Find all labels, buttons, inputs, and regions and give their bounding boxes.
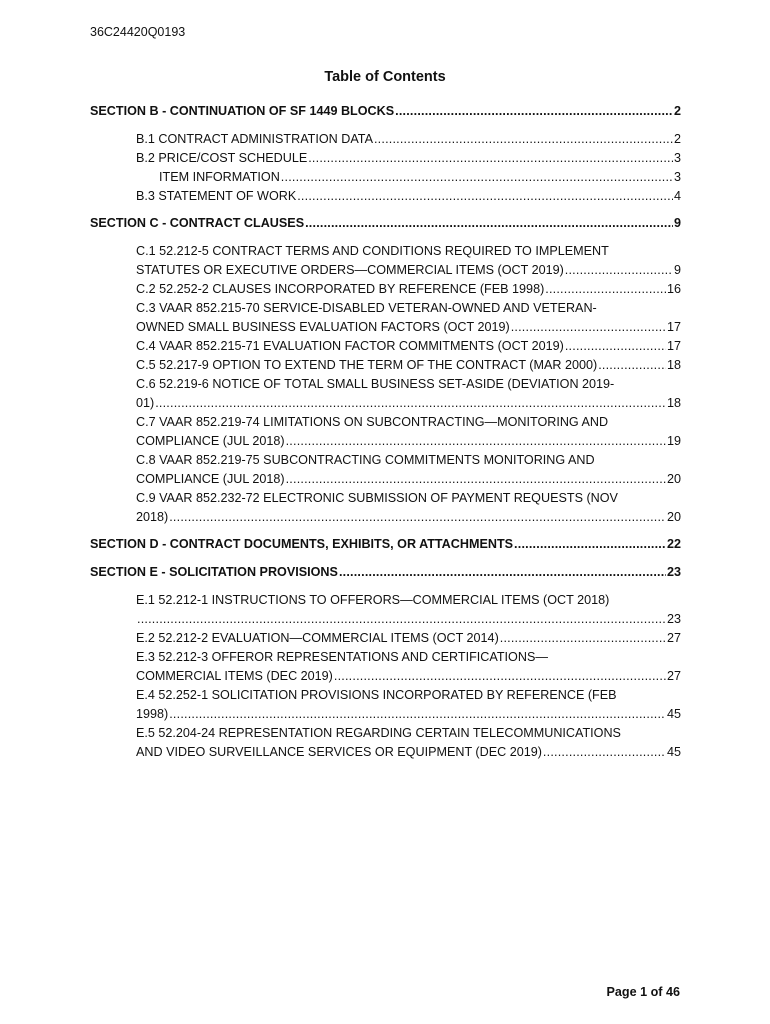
toc-page-number: 20 bbox=[666, 510, 681, 524]
toc-section-title: SECTION C - CONTRACT CLAUSES bbox=[90, 216, 305, 230]
toc-entry-text: C.5 52.217-9 OPTION TO EXTEND THE TERM OF THE CONTRACT (MAR 2000) bbox=[136, 358, 598, 372]
toc-page-number: 27 bbox=[666, 631, 681, 645]
toc-entry-text: COMPLIANCE (JUL 2018) bbox=[136, 472, 285, 486]
toc-entry-link[interactable] bbox=[90, 629, 681, 648]
toc-entry-line bbox=[136, 705, 681, 724]
toc-entry-text: B.1 CONTRACT ADMINISTRATION DATA bbox=[136, 132, 373, 146]
toc-entry-link[interactable] bbox=[90, 648, 681, 686]
toc-page-number: 3 bbox=[673, 151, 681, 165]
toc-entry-text: E.1 52.212-1 INSTRUCTIONS TO OFFERORS—COMMERCIAL ITEMS (OCT 2018) bbox=[136, 593, 610, 607]
toc-section-title: SECTION B - CONTINUATION OF SF 1449 BLOCKS bbox=[90, 104, 395, 118]
dot-leader bbox=[545, 280, 666, 299]
toc-entry-link[interactable] bbox=[90, 724, 681, 762]
toc-subsection-list bbox=[90, 242, 681, 527]
toc-entry-line bbox=[136, 280, 681, 299]
dot-leader bbox=[543, 743, 666, 762]
dot-leader bbox=[334, 667, 666, 686]
toc-page-number: 16 bbox=[666, 282, 681, 296]
toc-entry-line bbox=[159, 168, 681, 187]
toc-entry-line bbox=[136, 149, 681, 168]
toc-page-number: 45 bbox=[666, 745, 681, 759]
dot-leader bbox=[514, 535, 666, 553]
toc-page-number: 17 bbox=[666, 320, 681, 334]
dot-leader bbox=[598, 356, 666, 375]
toc-entry-line bbox=[136, 394, 681, 413]
toc-section-link[interactable] bbox=[90, 102, 681, 120]
toc-entry-text: COMPLIANCE (JUL 2018) bbox=[136, 434, 285, 448]
toc-entry-link[interactable] bbox=[90, 168, 681, 187]
toc-section-title: SECTION D - CONTRACT DOCUMENTS, EXHIBITS, OR ATTACHMENTS bbox=[90, 537, 514, 551]
toc-section-title: SECTION E - SOLICITATION PROVISIONS bbox=[90, 565, 338, 579]
toc-subsection-list bbox=[90, 130, 681, 206]
toc-entry-link[interactable] bbox=[90, 299, 681, 337]
toc-entry-line bbox=[136, 318, 681, 337]
dot-leader bbox=[137, 610, 666, 629]
toc-entry-text: 01) bbox=[136, 396, 155, 410]
toc-page-number: 20 bbox=[666, 472, 681, 486]
toc-entry-text: E.2 52.212-2 EVALUATION—COMMERCIAL ITEMS (OCT 2014) bbox=[136, 631, 499, 645]
toc-entry-line bbox=[136, 667, 681, 686]
dot-leader bbox=[286, 470, 666, 489]
toc-entry-text: E.5 52.204-24 REPRESENTATION REGARDING CERTAIN TELECOMMUNICATIONS bbox=[136, 726, 621, 740]
toc-entry-text: 1998) bbox=[136, 707, 169, 721]
toc-entry-link[interactable] bbox=[90, 280, 681, 299]
toc-page-number: 27 bbox=[666, 669, 681, 683]
toc-entry-link[interactable] bbox=[90, 413, 681, 451]
toc-entry-line bbox=[136, 743, 681, 762]
toc-page-number: 18 bbox=[666, 396, 681, 410]
toc-entry-line bbox=[136, 130, 681, 149]
toc-page-number: 2 bbox=[673, 132, 681, 146]
dot-leader bbox=[305, 214, 673, 232]
toc-entry-link[interactable] bbox=[90, 591, 681, 629]
dot-leader bbox=[297, 187, 673, 206]
toc-entry-text: AND VIDEO SURVEILLANCE SERVICES OR EQUIPMENT (DEC 2019) bbox=[136, 745, 542, 759]
toc-entry-line bbox=[136, 432, 681, 451]
toc-page-number: 19 bbox=[666, 434, 681, 448]
toc-page-number: 17 bbox=[666, 339, 681, 353]
toc-entry-link[interactable] bbox=[90, 451, 681, 489]
toc-entry-text: E.4 52.252-1 SOLICITATION PROVISIONS INCORPORATED BY REFERENCE (FEB bbox=[136, 688, 617, 702]
toc-page-number: 23 bbox=[666, 565, 681, 579]
toc-entry-text: COMMERCIAL ITEMS (DEC 2019) bbox=[136, 669, 333, 683]
dot-leader bbox=[500, 629, 666, 648]
toc-section-link[interactable] bbox=[90, 563, 681, 581]
page-number: Page 1 of 46 bbox=[606, 985, 680, 999]
dot-leader bbox=[169, 705, 666, 724]
toc-section-link[interactable] bbox=[90, 214, 681, 232]
dot-leader bbox=[565, 337, 666, 356]
toc-entry-text: ITEM INFORMATION bbox=[159, 170, 280, 184]
toc-entry-text: C.4 VAAR 852.215-71 EVALUATION FACTOR COMMITMENTS (OCT 2019) bbox=[136, 339, 564, 353]
toc-page-number: 45 bbox=[666, 707, 681, 721]
toc-page-number: 4 bbox=[673, 189, 681, 203]
toc-entry-line bbox=[136, 187, 681, 206]
dot-leader bbox=[308, 149, 673, 168]
table-of-contents bbox=[90, 102, 681, 770]
toc-page-number: 2 bbox=[673, 104, 681, 118]
toc-entry-link[interactable] bbox=[90, 187, 681, 206]
toc-entry-text: B.2 PRICE/COST SCHEDULE bbox=[136, 151, 308, 165]
toc-page-number: 9 bbox=[673, 263, 681, 277]
dot-leader bbox=[565, 261, 673, 280]
toc-entry-link[interactable] bbox=[90, 356, 681, 375]
toc-entry-text: OWNED SMALL BUSINESS EVALUATION FACTORS (OCT 2019) bbox=[136, 320, 510, 334]
dot-leader bbox=[286, 432, 666, 451]
toc-page-number: 18 bbox=[666, 358, 681, 372]
toc-entry-text: B.3 STATEMENT OF WORK bbox=[136, 189, 297, 203]
toc-entry-line bbox=[136, 610, 681, 629]
toc-entry-line bbox=[136, 261, 681, 280]
toc-entry-text: E.3 52.212-3 OFFEROR REPRESENTATIONS AND CERTIFICATIONS— bbox=[136, 650, 548, 664]
toc-entry-line bbox=[136, 356, 681, 375]
toc-page-number: 3 bbox=[673, 170, 681, 184]
toc-section-link[interactable] bbox=[90, 535, 681, 553]
toc-entry-text: C.6 52.219-6 NOTICE OF TOTAL SMALL BUSINESS SET-ASIDE (DEVIATION 2019- bbox=[136, 377, 615, 391]
toc-entry-link[interactable] bbox=[90, 337, 681, 356]
toc-entry-link[interactable] bbox=[90, 375, 681, 413]
toc-entry-text: C.9 VAAR 852.232-72 ELECTRONIC SUBMISSION OF PAYMENT REQUESTS (NOV bbox=[136, 491, 618, 505]
dot-leader bbox=[281, 168, 673, 187]
dot-leader bbox=[339, 563, 666, 581]
toc-entry-link[interactable] bbox=[90, 686, 681, 724]
dot-leader bbox=[395, 102, 673, 120]
toc-page-number: 23 bbox=[666, 612, 681, 626]
toc-entry-link[interactable] bbox=[90, 149, 681, 168]
toc-entry-text: C.2 52.252-2 CLAUSES INCORPORATED BY REFERENCE (FEB 1998) bbox=[136, 282, 545, 296]
dot-leader bbox=[155, 394, 666, 413]
toc-entry-text: C.3 VAAR 852.215-70 SERVICE-DISABLED VETERAN-OWNED AND VETERAN- bbox=[136, 301, 597, 315]
toc-entry-line bbox=[136, 629, 681, 648]
document-id: 36C24420Q0193 bbox=[90, 25, 186, 39]
toc-entry-link[interactable] bbox=[90, 489, 681, 527]
toc-entry-text: STATUTES OR EXECUTIVE ORDERS—COMMERCIAL ITEMS (OCT 2019) bbox=[136, 263, 564, 277]
toc-title: Table of Contents bbox=[324, 69, 446, 85]
toc-entry-text: C.8 VAAR 852.219-75 SUBCONTRACTING COMMITMENTS MONITORING AND bbox=[136, 453, 595, 467]
toc-entry-line bbox=[136, 337, 681, 356]
toc-entry-link[interactable] bbox=[90, 242, 681, 280]
toc-entry-text: 2018) bbox=[136, 510, 169, 524]
toc-entry-text: C.1 52.212-5 CONTRACT TERMS AND CONDITIONS REQUIRED TO IMPLEMENT bbox=[136, 244, 609, 258]
dot-leader bbox=[511, 318, 666, 337]
toc-entry-line bbox=[136, 470, 681, 489]
toc-page-number: 22 bbox=[666, 537, 681, 551]
toc-entry-line bbox=[136, 508, 681, 527]
toc-subsection-list bbox=[90, 591, 681, 762]
dot-leader bbox=[374, 130, 673, 149]
toc-entry-text: C.7 VAAR 852.219-74 LIMITATIONS ON SUBCONTRACTING—MONITORING AND bbox=[136, 415, 609, 429]
dot-leader bbox=[169, 508, 666, 527]
toc-page-number: 9 bbox=[673, 216, 681, 230]
toc-entry-link[interactable] bbox=[90, 130, 681, 149]
